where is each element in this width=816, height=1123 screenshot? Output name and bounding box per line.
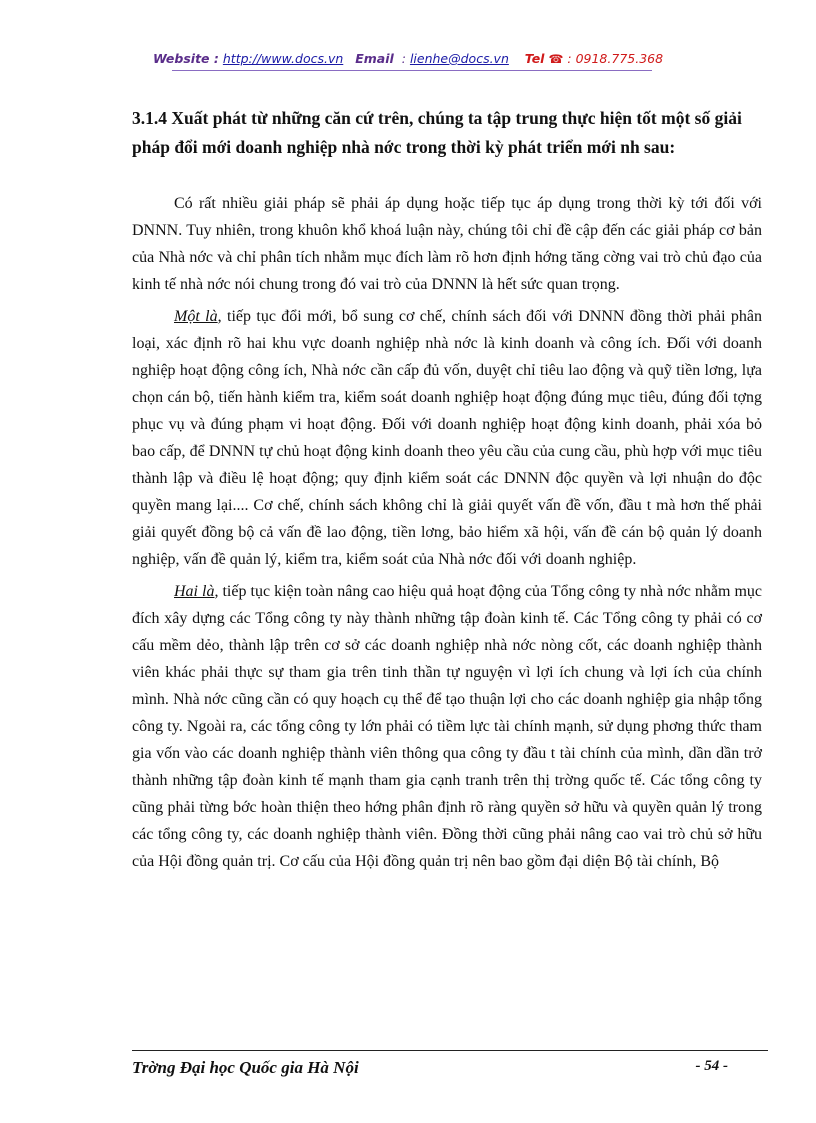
paragraph-text: , tiếp tục đổi mới, bổ sung cơ chế, chính sách đối với DNNN đồng thời phải phân loại, xác định rõ hai khu vực doanh nghiệp nhà nớc là kinh doanh và công ích. Đối với doanh nghiệp hoạt động công ích, Nhà nớc cần cấp đủ vốn, duyệt chỉ tiêu lao động và quỹ tiền lơng, lựa chọn cán bộ, tiến hành kiểm tra, kiểm soát doanh nghiệp hoạt động đúng mục tiêu, đúng đối tợng phục vụ và đúng phạm vi hoạt động. Đối với doanh nghiệp hoạt động kinh doanh, phải xóa bỏ bao cấp, để DNNN tự chủ hoạt động kinh doanh theo yêu cầu của cung cầu, phù hợp với mục tiêu thành lập và điều lệ hoạt động; quy định kiểm soát các DNNN độc quyền và lợi nhuận do độc quyền mang lại.... Cơ chế, chính sách không chỉ là giải quyết vấn đề vốn, đầu t mà hơn thế phải giải quyết đồng bộ cả vấn đề lao động, tiền lơng, bảo hiểm xã hội, vấn đề cán bộ quản lý doanh nghiệp, vấn đề quản lý, kiểm tra, kiểm soát của Nhà nớc đối với doanh nghiệp. xyxy=(132,308,763,568)
tel-number: : 0918.775.368 xyxy=(567,51,664,66)
website-link[interactable]: http://www.docs.vn xyxy=(222,51,344,66)
page-number: - 54 - xyxy=(695,1058,728,1074)
header-divider xyxy=(172,70,652,71)
paragraph-lead: Hai là xyxy=(174,583,215,600)
phone-icon: ☎ xyxy=(548,52,564,66)
paragraph-3 xyxy=(132,578,762,875)
paragraph-text: , tiếp tục kiện toàn nâng cao hiệu quả hoạt động của Tổng công ty nhà nớc nhằm mục đích xây dựng các Tổng công ty này thành những tập đoàn kinh tế. Các Tổng công ty phải có cơ cấu mềm dẻo, thành lập trên cơ sở các doanh nghiệp nhà nớc nòng cốt, các doanh nghiệp thành viên khác phải thực sự tham gia trên tinh thần tự nguyện vì lợi ích chung và lợi ích của chính mình. Nhà nớc cũng cần có quy hoạch cụ thể để tạo thuận lợi cho các doanh nghiệp gia nhập tổng công ty. Ngoài ra, các tổng công ty lớn phải có tiềm lực tài chính mạnh, sử dụng phơng thức tham gia vốn vào các doanh nghiệp thành viên thông qua công ty đầu t tài chính của mình, dần dần trở thành những tập đoàn kinh tế mạnh tham gia cạnh tranh trên thị trờng quốc tế. Các tổng công ty cũng phải từng bớc hoàn thiện theo hớng phân định rõ ràng quyền sở hữu và quyền quản lý trong các tổng công ty, các doanh nghiệp thành viên. Đồng thời cũng phải nâng cao vai trò chủ sở hữu của Hội đồng quản trị. Cơ cấu của Hội đồng quản trị nên bao gồm đại diện Bộ tài chính, Bộ xyxy=(132,583,762,870)
tel-label: Tel xyxy=(524,51,545,66)
email-label: Email xyxy=(355,51,394,66)
website-label: Website : xyxy=(152,51,219,66)
paragraph-1 xyxy=(132,190,762,298)
footer-institution: Trờng Đại học Quốc gia Hà Nội xyxy=(132,1058,359,1077)
section-heading: 3.1.4 Xuất phát từ những căn cứ trên, chúng ta tập trung thực hiện tốt một số giải pháp đổi mới doanh nghiệp nhà nớc trong thời kỳ phát triển mới nh sau: xyxy=(132,108,742,157)
footer-divider xyxy=(132,1050,768,1051)
body-text xyxy=(132,190,762,880)
email-link[interactable]: lienhe@docs.vn xyxy=(409,51,509,66)
page-header xyxy=(0,51,816,66)
paragraph-text: Có rất nhiều giải pháp sẽ phải áp dụng hoặc tiếp tục áp dụng trong thời kỳ tới đối với DNNN. Tuy nhiên, trong khuôn khổ khoá luận này, chúng tôi chỉ đề cập đến các giải pháp cơ bản của Nhà nớc và chỉ phân tích nhằm mục đích làm rõ hơn định hớng tăng cờng vai trò chủ đạo của kinh tế nhà nớc nói chung trong đó vai trò của DNNN là hết sức quan trọng. xyxy=(132,195,762,293)
email-separator: : xyxy=(401,51,406,66)
paragraph-lead: Một là xyxy=(174,308,218,325)
page-footer xyxy=(132,1058,768,1078)
paragraph-2 xyxy=(132,303,762,573)
